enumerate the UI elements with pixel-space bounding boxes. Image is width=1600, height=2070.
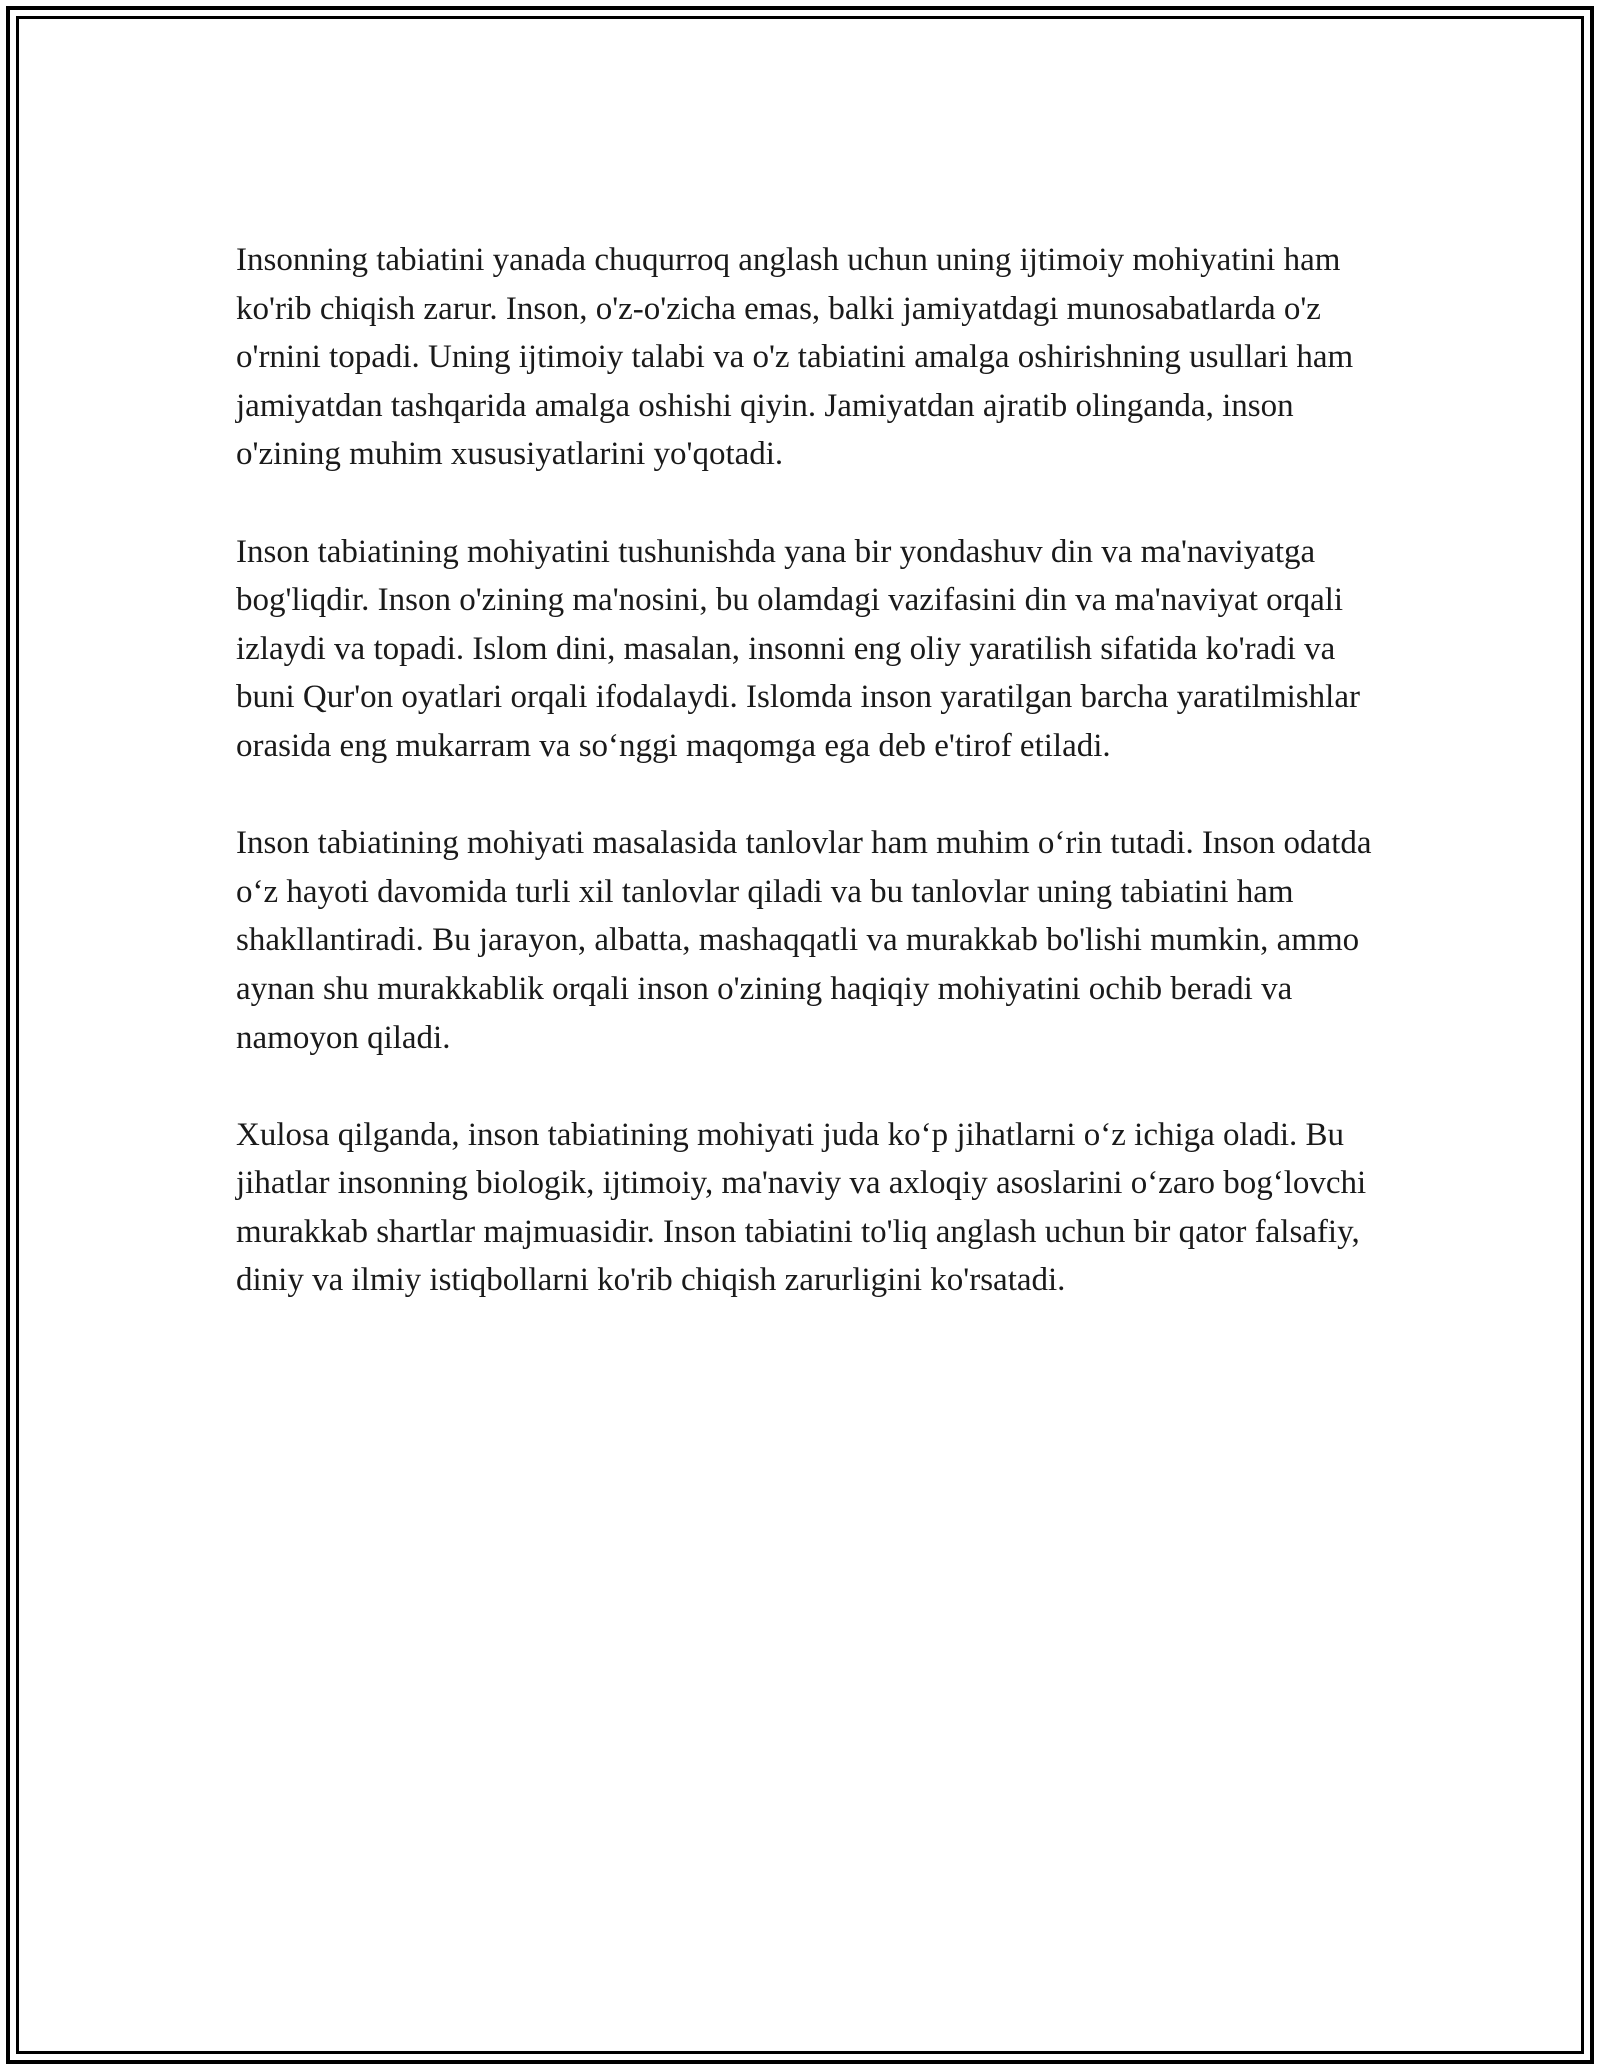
paragraph-social-nature: Insonning tabiatini yanada chuqurroq anglash uchun uning ijtimoiy mohiyatini ham ko'rib chiqish zarur. Inson, o'z-o'zicha emas, balki jamiyatdagi munosabatlarda o'z o'rnini topadi. Uning ijtimoiy talabi va o'z tabiatini amalga oshirishning usullari ham jamiyatdan tashqarida amalga oshishi qiyin. Jamiyatdan ajratib olinganda, inson o'zining muhim xususiyatlarini yo'qotadi.: [236, 242, 1354, 473]
paragraph-conclusion: Xulosa qilganda, inson tabiatining mohiyati juda ko‘p jihatlarni o‘z ichiga oladi. Bu jihatlar insonning biologik, ijtimoiy, ma'naviy va axloqiy asoslarini o‘zaro bog‘lovchi murakkab shartlar majmuasidir. Inson tabiatini to'liq anglash uchun bir qator falsafiy, diniy va ilmiy istiqbollarni ko'rib chiqish zarurligini ko'rsatadi.: [236, 1116, 1367, 1299]
paragraph-religion-spirituality: Inson tabiatining mohiyatini tushunishda yana bir yondashuv din va ma'naviyatga bog'liqdir. Inson o'zining ma'nosini, bu olamdagi vazifasini din va ma'naviyat orqali izlaydi va topadi. Islom dini, masalan, insonni eng oliy yaratilish sifatida ko'radi va buni Qur'on oyatlari orqali ifodalaydi. Islomda inson yaratilgan barcha yaratilmishlar orasida eng mukarram va so‘nggi maqomga ega deb e'tirof etiladi.: [236, 533, 1360, 764]
document-body: [236, 236, 1386, 1305]
paragraph-choices: Inson tabiatining mohiyati masalasida tanlovlar ham muhim o‘rin tutadi. Inson odatda o‘z hayoti davomida turli xil tanlovlar qiladi va bu tanlovlar uning tabiatini ham shakllantiradi. Bu jarayon, albatta, mashaqqatli va murakkab bo'lishi mumkin, ammo aynan shu murakkablik orqali inson o'zining haqiqiy mohiyatini ochib beradi va namoyon qiladi.: [236, 825, 1372, 1056]
